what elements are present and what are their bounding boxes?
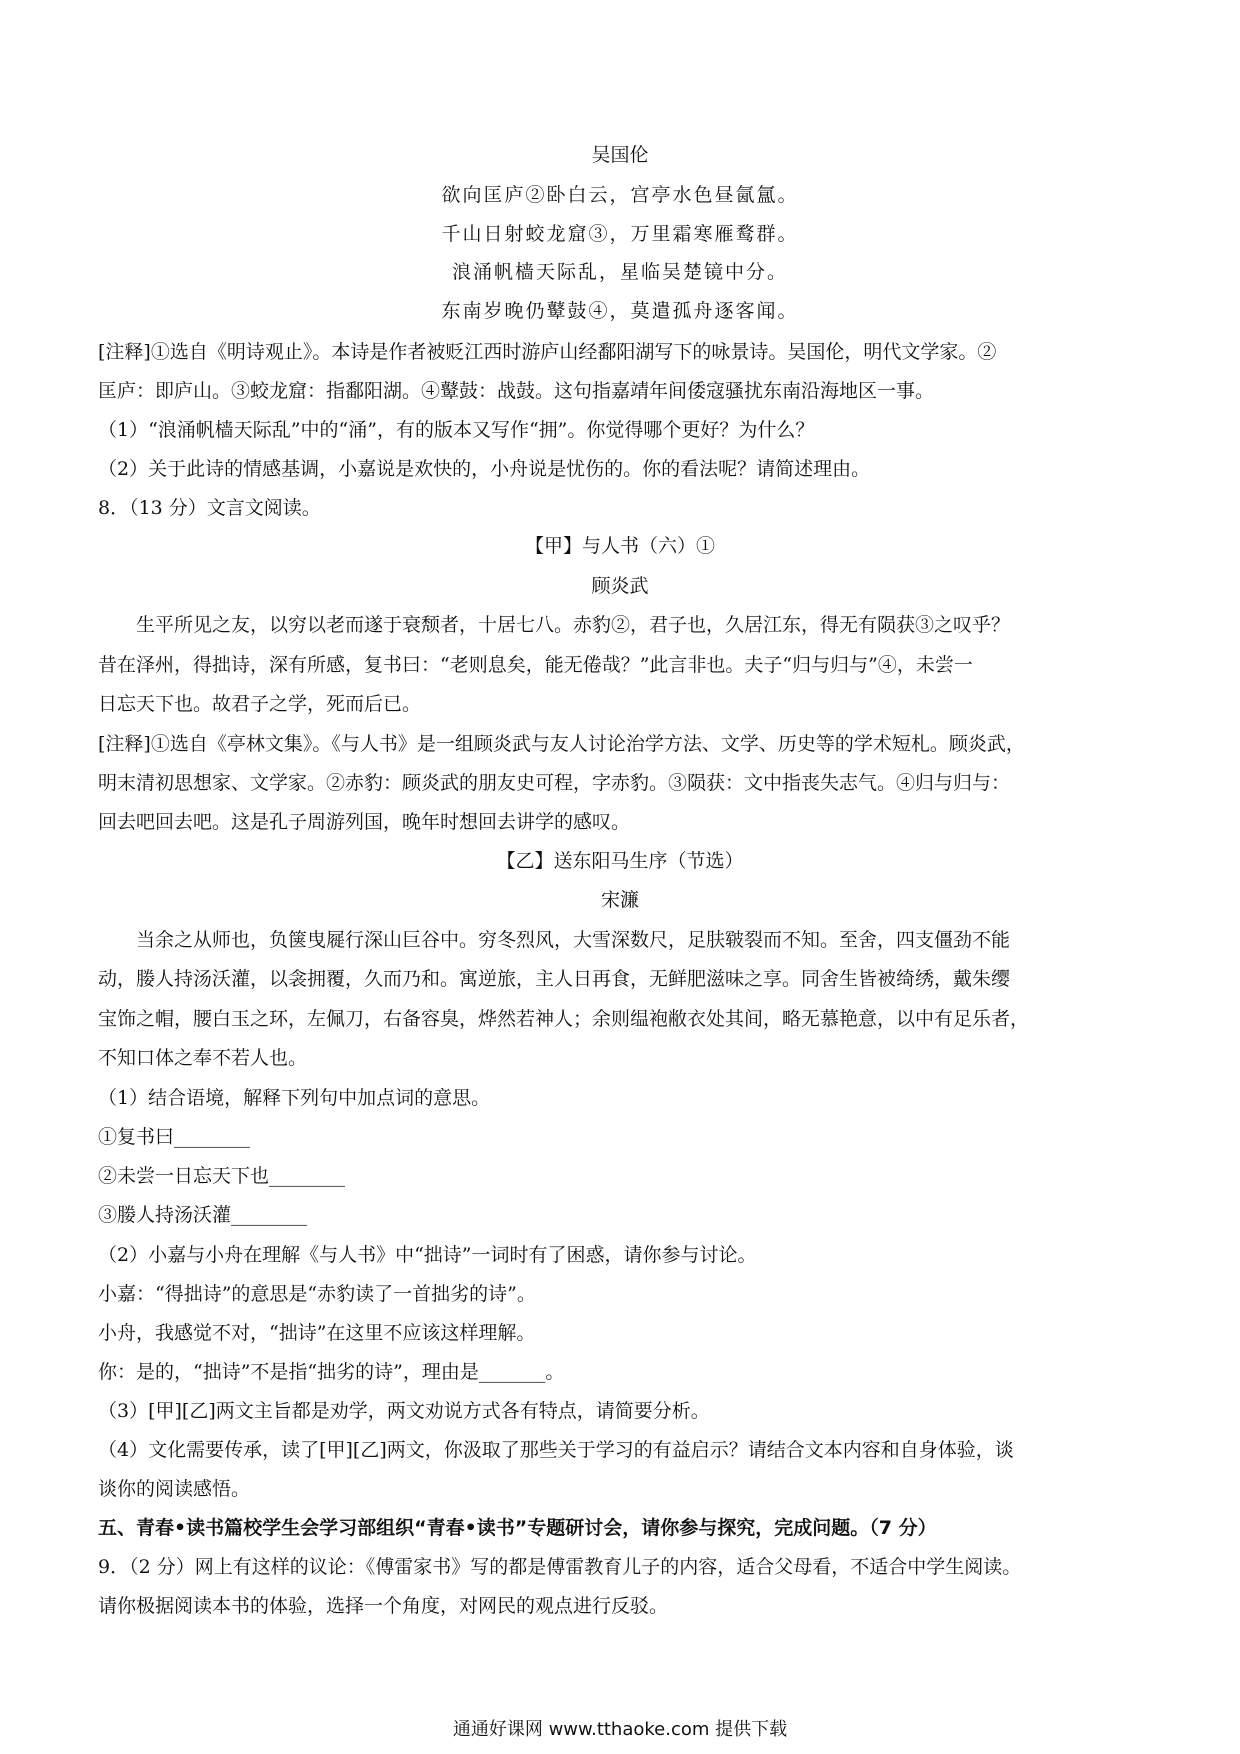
yi-text-line: 动，媵人持汤沃灌，以衾拥覆，久而乃和。寓逆旅，主人日再食，无鲜肥滋味之享。同舍生皆被绮绣，戴朱缨 bbox=[98, 968, 1011, 990]
poem-line: 东南岁晚仍鼙鼓④，莫遣孤舟逐客闻。 bbox=[441, 300, 799, 322]
q8-question: （2）小嘉与小舟在理解《与人书》中“拙诗”一词时有了困惑，请你参与讨论。 bbox=[98, 1244, 757, 1266]
q9-line: 请你极据阅读本书的体验，选择一个角度，对网民的观点进行反驳。 bbox=[98, 1595, 669, 1617]
q8-dialogue: 你：是的，“拙诗”不是指“拙劣的诗”，理由是_______。 bbox=[98, 1361, 565, 1383]
poem-author: 吴国伦 bbox=[591, 144, 649, 166]
q8-header: 8．（13 分）文言文阅读。 bbox=[98, 497, 321, 519]
q8-question: 谈你的阅读感悟。 bbox=[98, 1478, 251, 1500]
q8-blank-item: ①复书曰________ bbox=[98, 1126, 251, 1148]
yi-title: 【乙】送东阳马生序（节选） bbox=[496, 850, 744, 872]
poem-line: 欲向匡庐②卧白云，宫亭水色昼氤氲。 bbox=[441, 184, 799, 206]
jia-author: 顾炎武 bbox=[591, 575, 649, 597]
q9-line: 9．（2 分）网上有这样的议论：《傅雷家书》写的都是傅雷教育儿子的内容，适合父母看，不适合中学生阅读。 bbox=[98, 1556, 1022, 1578]
yi-author: 宋濂 bbox=[600, 889, 639, 911]
poem-question: （1）“浪涌帆樯天际乱”中的“涌”，有的版本又写作“拥”。你觉得哪个更好？为什么？ bbox=[98, 419, 815, 441]
footer-credit: 通通好课网 www.tthaoke.com 提供下载 bbox=[452, 1719, 788, 1740]
yi-text-line: 当余之从师也，负箧曳屣行深山巨谷中。穷冬烈风，大雪深数尺，足肤皲裂而不知。至舍，四支僵劲不能 bbox=[136, 929, 1011, 951]
jia-text-line: 日忘天下也。故君子之学，死而后已。 bbox=[98, 693, 422, 715]
jia-note: 回去吧回去吧。这是孔子周游列国，晚年时想回去讲学的感叹。 bbox=[98, 811, 631, 833]
q8-dialogue: 小嘉：“得拙诗”的意思是“赤豹读了一首拙劣的诗”。 bbox=[98, 1283, 536, 1305]
jia-note: [注释]①选自《亭林文集》。《与人书》是一组顾炎武与友人讨论治学方法、文学、历史等的学术短札。顾炎武， bbox=[98, 733, 1025, 755]
poem-note: [注释]①选自《明诗观止》。本诗是作者被贬江西时游庐山经鄱阳湖写下的咏景诗。吴国伦，明代文学家。② bbox=[98, 341, 997, 363]
q8-question: （3）[甲][乙]两文主旨都是劝学，两文劝说方式各有特点，请简要分析。 bbox=[98, 1400, 710, 1422]
jia-note: 明末清初思想家、文学家。②赤豹：顾炎武的朋友史可程，字赤豹。③陨获：文中指丧失志气。④归与归与： bbox=[98, 772, 1011, 794]
q8-question: （1）结合语境，解释下列句中加点词的意思。 bbox=[98, 1087, 491, 1109]
yi-text-line: 宝饰之帽，腰白玉之环，左佩刀，右备容臭，烨然若神人；余则缊袍敝衣处其间，略无慕艳意，以中有足乐者， bbox=[98, 1008, 1030, 1030]
poem-note: 匡庐：即庐山。③蛟龙窟：指鄱阳湖。④鼙鼓：战鼓。这句指嘉靖年间倭寇骚扰东南沿海地区一事。 bbox=[98, 380, 935, 402]
jia-text-line: 昔在泽州，得拙诗，深有所感，复书曰：“老则息矣，能无倦哉？”此言非也。夫子“归与归与”④，未尝一 bbox=[98, 654, 973, 676]
poem-line: 千山日射蛟龙窟③，万里霜寒雁鹜群。 bbox=[441, 223, 799, 245]
q8-dialogue: 小舟，我感觉不对，“拙诗”在这里不应该这样理解。 bbox=[98, 1322, 536, 1344]
yi-text-line: 不知口体之奉不若人也。 bbox=[98, 1047, 308, 1069]
jia-title: 【甲】与人书（六）① bbox=[524, 535, 715, 557]
q8-question: （4）文化需要传承，读了[甲][乙]两文，你汲取了那些关于学习的有益启示？请结合文本内容和自身体验，谈 bbox=[98, 1439, 1014, 1461]
q8-blank-item: ③媵人持汤沃灌________ bbox=[98, 1204, 308, 1226]
poem-line: 浪涌帆樯天际乱，星临吴楚镜中分。 bbox=[451, 261, 788, 283]
q8-blank-item: ②未尝一日忘天下也________ bbox=[98, 1165, 346, 1187]
jia-text-line: 生平所见之友，以穷以老而遂于衰颓者，十居七八。赤豹②，君子也，久居江东，得无有陨获③之叹乎？ bbox=[136, 614, 1011, 636]
poem-question: （2）关于此诗的情感基调，小嘉说是欢快的，小舟说是忧伤的。你的看法呢？请简述理由。 bbox=[98, 458, 871, 480]
section5-header: 五、青春•读书篇校学生会学习部组织“青春•读书”专题研讨会，请你参与探究，完成问题。（7 分） bbox=[98, 1517, 937, 1539]
